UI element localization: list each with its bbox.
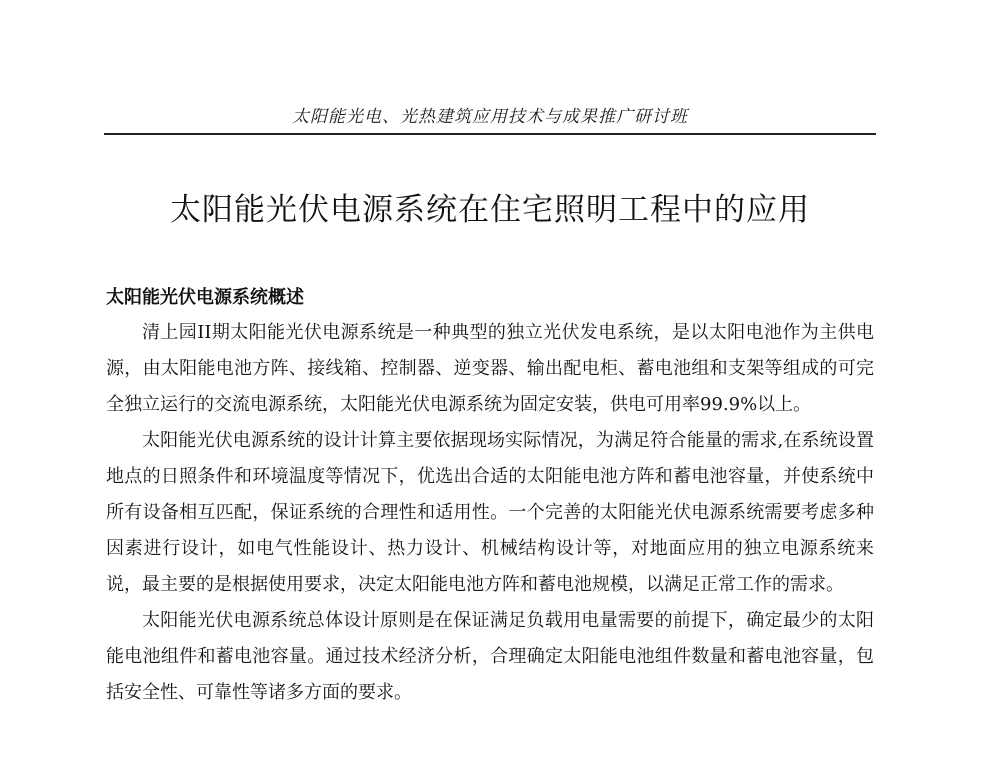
section-heading: 太阳能光伏电源系统概述: [106, 287, 304, 308]
paragraph: 太阳能光伏电源系统的设计计算主要依据现场实际情况，为满足符合能量的需求,在系统设置地点的日照条件和环境温度等情况下，优选出合适的太阳能电池方阵和蓄电池容量，并使系统中所有设备相互匹配，保证系统的合理性和适用性。一个完善的太阳能光伏电源系统需要考虑多种因素进行设计，如电气性能设计、热力设计、机械结构设计等，对地面应用的独立电源系统来说，最主要的是根据使用要求，决定太阳能电池方阵和蓄电池规模，以满足正常工作的需求。: [106, 430, 874, 595]
section-body: [106, 315, 874, 711]
header-divider: [104, 133, 876, 135]
running-header: 太阳能光电、光热建筑应用技术与成果推广研讨班: [292, 107, 688, 127]
paragraph: 清上园II期太阳能光伏电源系统是一种典型的独立光伏发电系统，是以太阳电池作为主供电源，由太阳能电池方阵、接线箱、控制器、逆变器、输出配电柜、蓄电池组和支架等组成的可完全独立运行的交流电源系统，太阳能光伏电源系统为固定安装，供电可用率99.9%以上。: [106, 322, 874, 415]
paragraph: 太阳能光伏电源系统总体设计原则是在保证满足负载用电量需要的前提下，确定最少的太阳能电池组件和蓄电池容量。通过技术经济分析，合理确定太阳能电池组件数量和蓄电池容量，包括安全性、可靠性等诸多方面的要求。: [106, 610, 874, 703]
document-title: 太阳能光伏电源系统在住宅照明工程中的应用: [170, 192, 810, 228]
